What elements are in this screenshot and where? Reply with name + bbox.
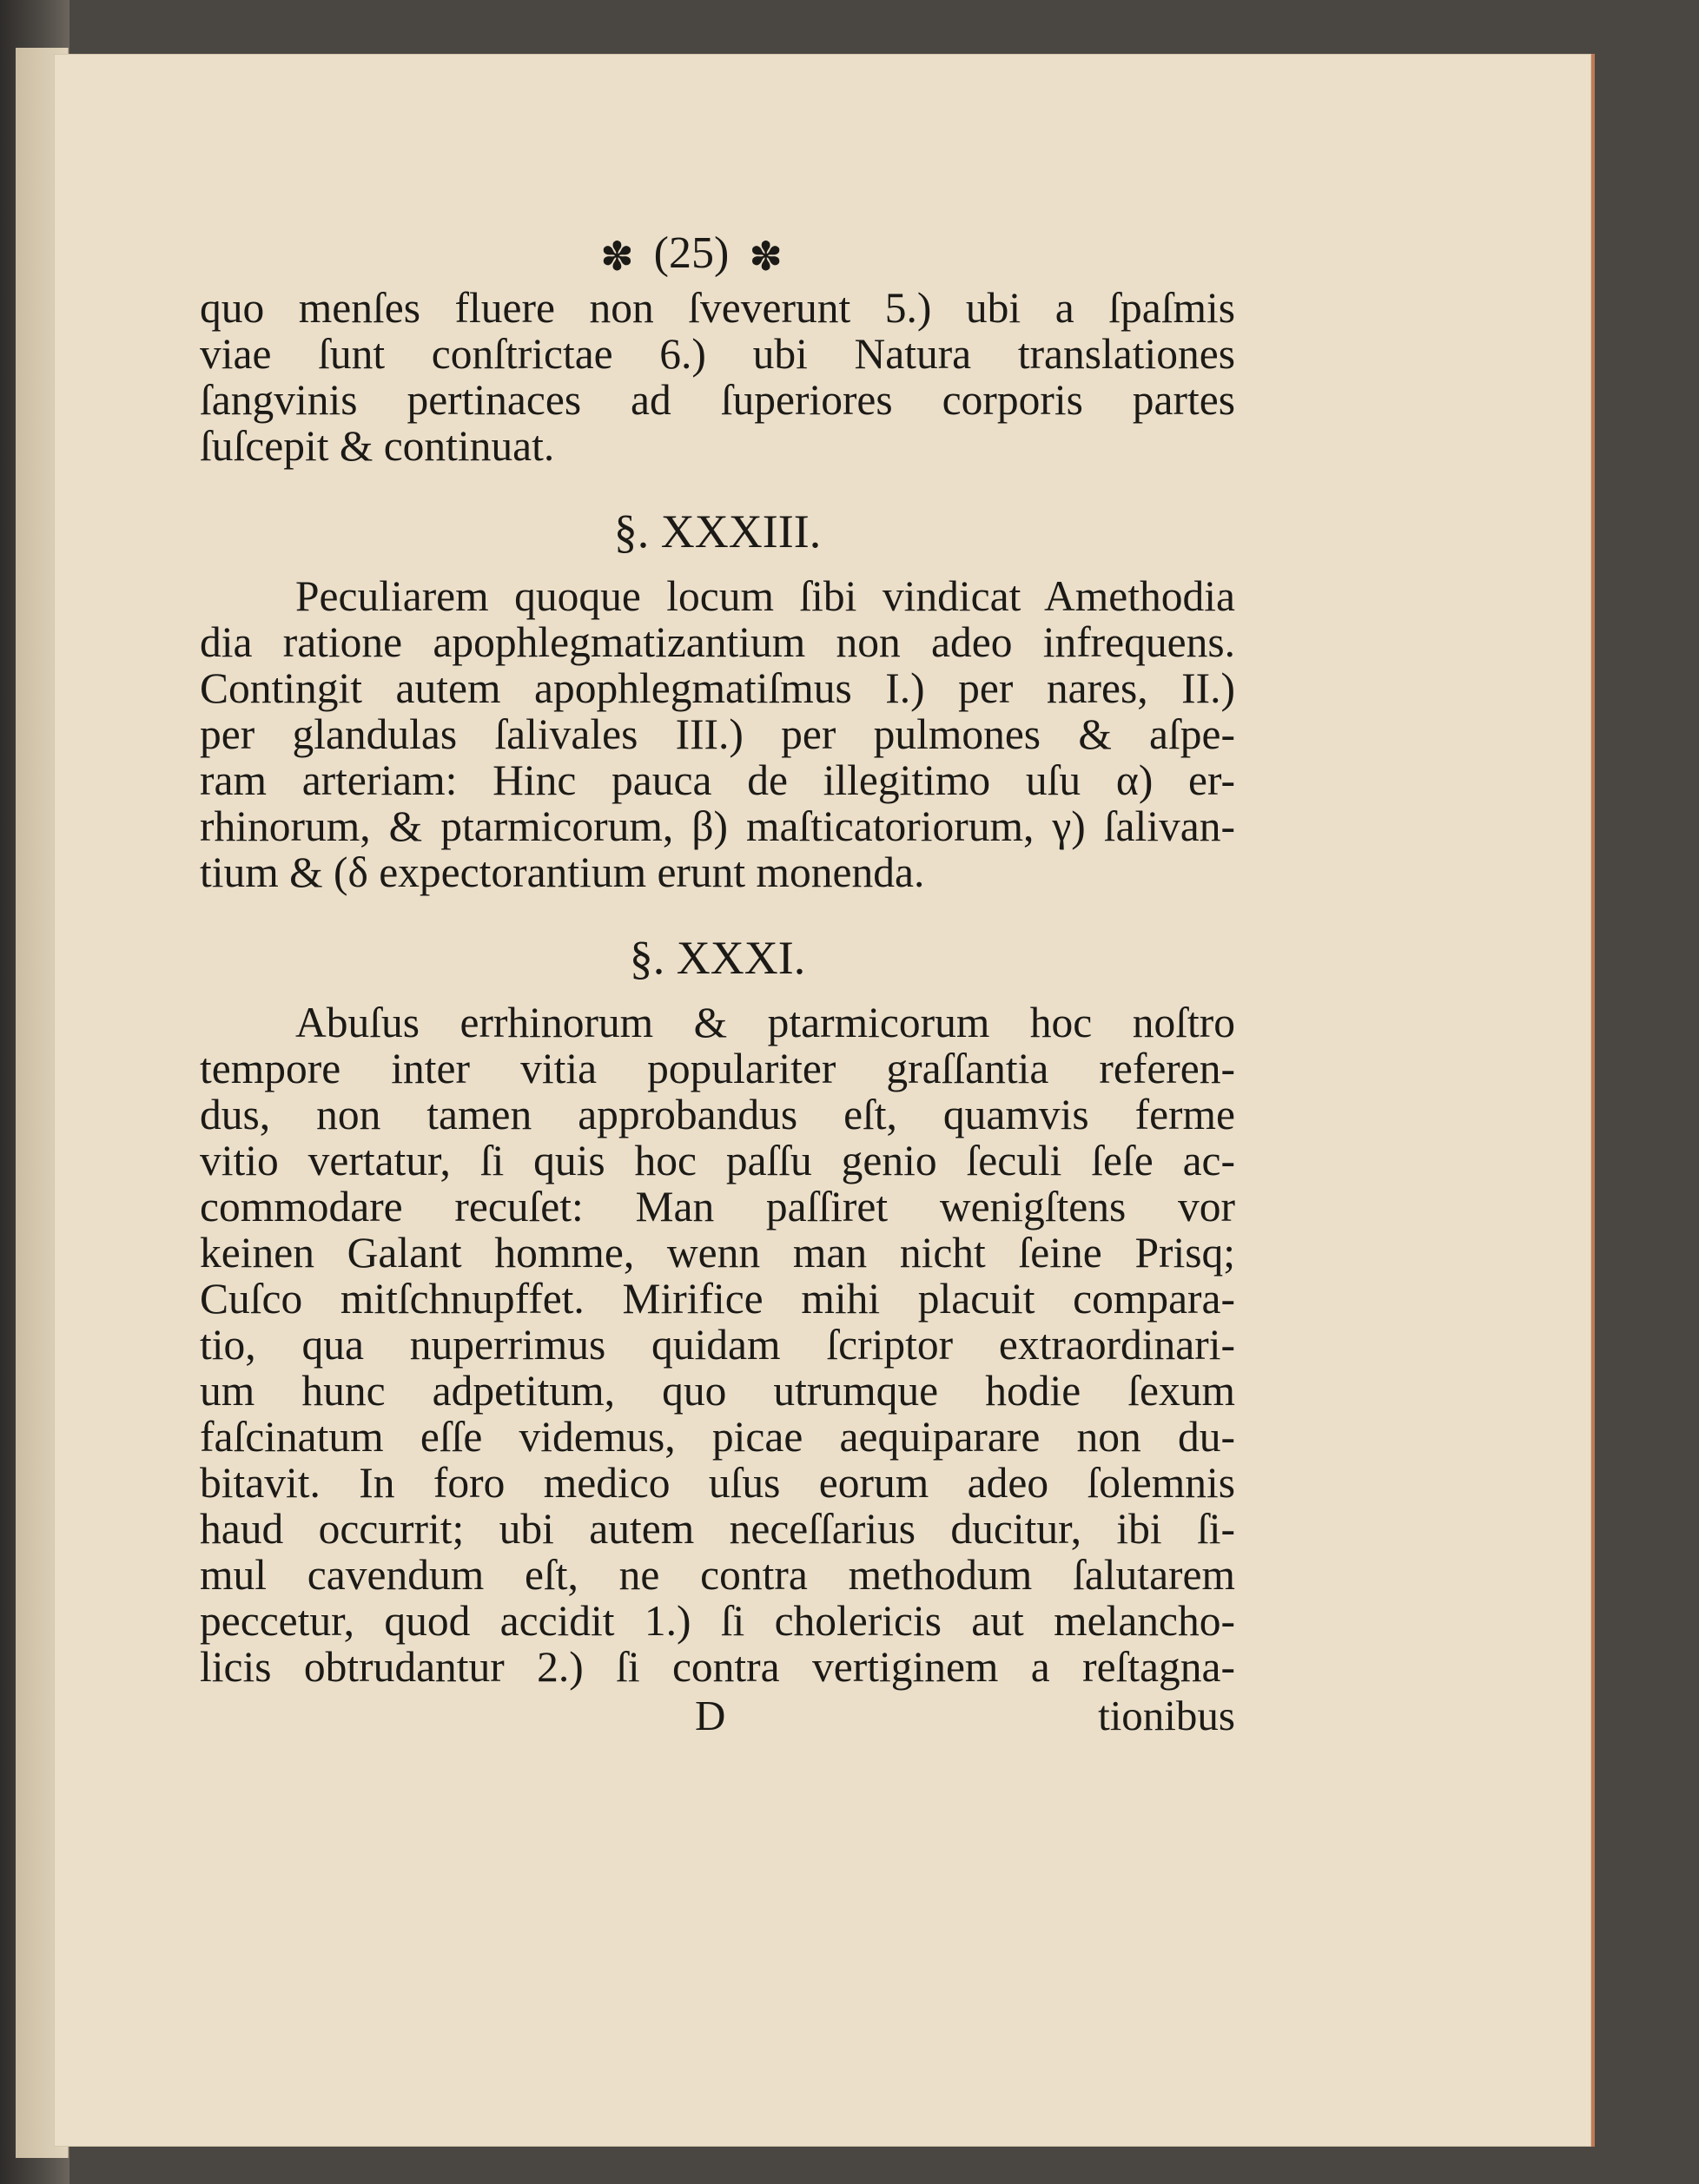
text-line: quo menſes fluere non ſveverunt 5.) ubi a ſpaſmis bbox=[200, 284, 1235, 333]
text-line: bitavit. In foro medico uſus eorum adeo ſolemnis bbox=[200, 1459, 1235, 1508]
paragraph-continuation bbox=[200, 285, 1235, 469]
text-line: licis obtrudantur 2.) ſi contra vertiginem a reſtagna- bbox=[200, 1643, 1235, 1692]
text-line: peccetur, quod accidit 1.) ſi cholericis aut melancho- bbox=[200, 1597, 1235, 1646]
text-line: mul cavendum eſt, ne contra methodum ſalutarem bbox=[200, 1551, 1235, 1600]
text-line: Peculiarem quoque locum ſibi vindicat Amethodia bbox=[295, 572, 1235, 621]
text-line: dus, non tamen approbandus eſt, quamvis ferme bbox=[200, 1091, 1235, 1139]
text-line: Abuſus errhinorum & ptarmicorum hoc noſtro bbox=[295, 999, 1235, 1047]
text-line: vitio vertatur, ſi quis hoc paſſu genio ſeculi ſeſe ac- bbox=[200, 1137, 1235, 1185]
text-line: tium & (δ expectorantium erunt monenda. bbox=[200, 848, 925, 897]
ornament-left-icon: ✽ bbox=[600, 234, 634, 280]
catchword: tionibus bbox=[1098, 1692, 1235, 1740]
text-line: rhinorum, & ptarmicorum, β) maſticatoriorum, γ) ſalivan- bbox=[200, 802, 1235, 851]
text-line: ſuſcepit & continuat. bbox=[200, 422, 555, 471]
text-line: tio, qua nuperrimus quidam ſcriptor extraordinari- bbox=[200, 1321, 1235, 1369]
page-header bbox=[148, 228, 1235, 283]
text-line: faſcinatum eſſe videmus, picae aequiparare non du- bbox=[200, 1413, 1235, 1461]
text-line: um hunc adpetitum, quo utrumque hodie ſexum bbox=[200, 1367, 1235, 1415]
paragraph-xxxi bbox=[200, 1000, 1235, 1690]
section-heading-xxxiii: §. XXXIII. bbox=[613, 505, 822, 558]
text-line: Cuſco mitſchnupffet. Mirifice mihi placuit compara- bbox=[200, 1275, 1235, 1323]
text-line: commodare recuſet: Man paſſiret wenigſtens vor bbox=[200, 1183, 1235, 1231]
text-line: per glandulas ſalivales III.) per pulmones & aſpe- bbox=[200, 710, 1235, 759]
signature-mark: D bbox=[695, 1692, 726, 1740]
ornament-right-icon: ✽ bbox=[749, 234, 783, 280]
text-line: Contingit autem apophlegmatiſmus I.) per nares, II.) bbox=[200, 664, 1235, 713]
page-number: (25) bbox=[653, 228, 730, 278]
paragraph-xxxiii bbox=[200, 573, 1235, 895]
text-line: viae ſunt conſtrictae 6.) ubi Natura translationes bbox=[200, 330, 1235, 379]
page-text-block bbox=[200, 228, 1235, 1740]
book-page bbox=[54, 54, 1595, 2147]
text-line: keinen Galant homme, wenn man nicht ſeine Prisq; bbox=[200, 1229, 1235, 1277]
section-heading-xxxi: §. XXXI. bbox=[629, 932, 806, 985]
text-line: ſangvinis pertinaces ad ſuperiores corporis partes bbox=[200, 376, 1235, 425]
page-footer bbox=[200, 1692, 1235, 1740]
text-line: dia ratione apophlegmatizantium non adeo infrequens. bbox=[200, 618, 1235, 667]
text-line: tempore inter vitia populariter graſſantia referen- bbox=[200, 1045, 1235, 1093]
text-line: ram arteriam: Hinc pauca de illegitimo uſu α) er- bbox=[200, 756, 1235, 805]
text-line: haud occurrit; ubi autem neceſſarius ducitur, ibi ſi- bbox=[200, 1505, 1235, 1554]
